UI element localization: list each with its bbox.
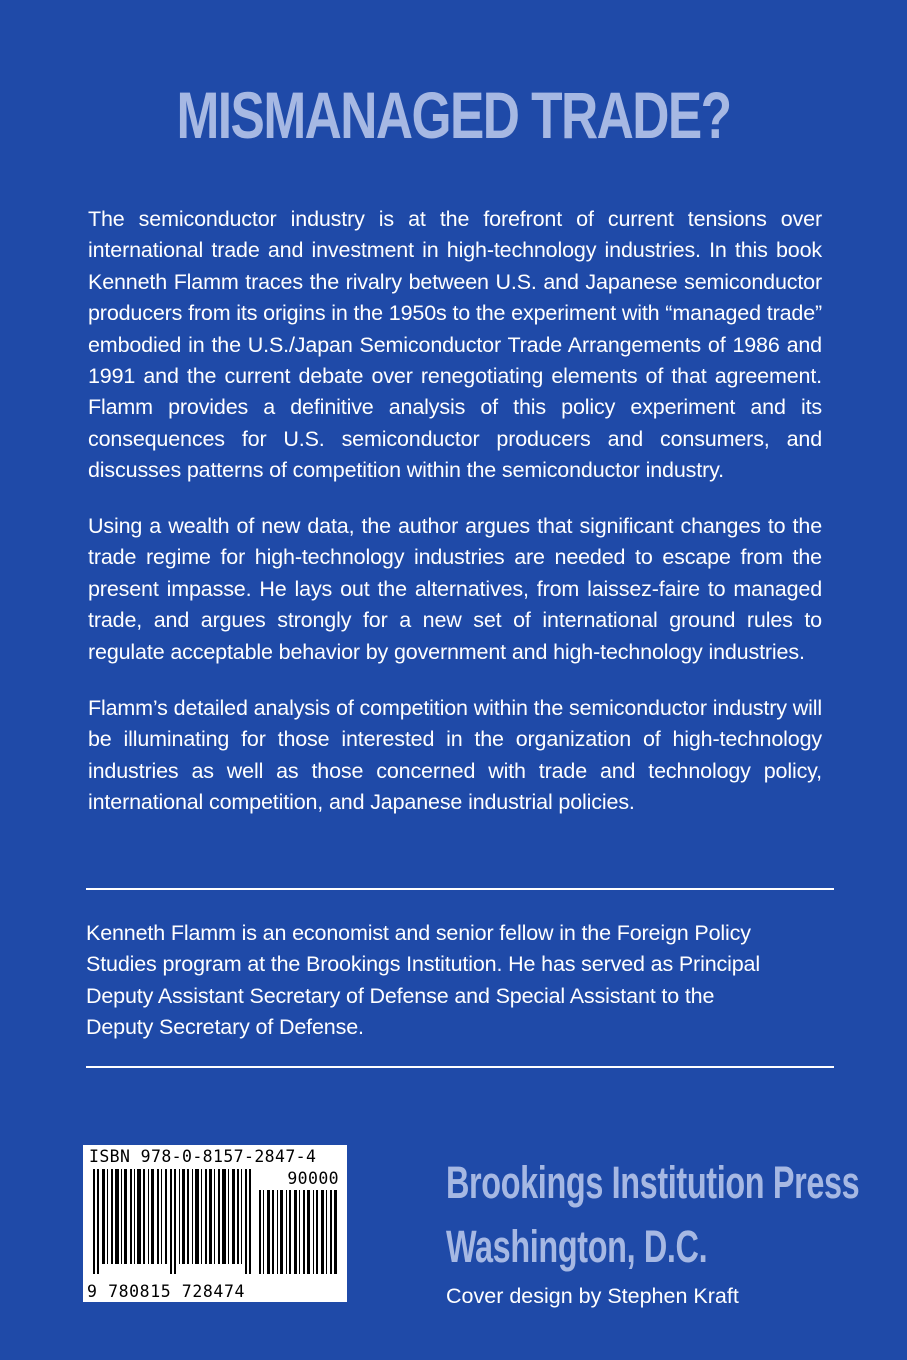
- description-paragraph-2: Using a wealth of new data, the author argues that significant changes to the trade regime for high-technology industries are needed to escape from the present impasse. He lays out the alternatives, from laissez-faire to managed trade, and argues strongly for a new set of international ground rules to regulate acceptable behavior by government and high-technology industries.: [88, 514, 822, 664]
- author-bio: Kenneth Flamm is an economist and senior fellow in the Foreign Policy Studies program at the Brookings Institution. He has served as Principal Deputy Assistant Secretary of Defense and Special Assistant to the Deputy Secretary of Defense.: [86, 921, 760, 1040]
- divider-top: [86, 888, 834, 890]
- description-paragraph-3: Flamm’s detailed analysis of competition within the semiconductor industry will be illuminating for those interested in the organization of high-technology industries as well as those concerned with trade and technology policy, international competition, and Japanese industrial policies.: [88, 696, 822, 815]
- divider-bottom: [86, 1066, 834, 1068]
- isbn-barcode: [83, 1145, 347, 1302]
- book-title: MISMANAGED TRADE?: [176, 78, 731, 152]
- description-paragraph-1: The semiconductor industry is at the forefront of current tensions over international trade and investment in high-technology industries. In this book Kenneth Flamm traces the rivalry between U.S. and Japanese semiconductor producers from its origins in the 1950s to the experiment with “managed trade” embodied in the U.S./Japan Semiconductor Trade Arrangements of 1986 and 1991 and the current debate over renegotiating elements of that agreement. Flamm provides a definitive analysis of this policy experiment and its consequences for U.S. semiconductor producers and consumers, and discusses patterns of competition within the semiconductor industry.: [88, 207, 823, 483]
- isbn-label: ISBN 978-0-8157-2847-4: [89, 1147, 317, 1166]
- addon-barcode-bars: [259, 1190, 339, 1274]
- price-code: 90000: [287, 1169, 339, 1188]
- ean-digits: 9 780815 728474: [87, 1282, 246, 1301]
- cover-credit: Cover design by Stephen Kraft: [446, 1284, 739, 1308]
- ean-barcode-bars: [93, 1169, 255, 1274]
- publisher-location: Washington, D.C.: [446, 1221, 708, 1272]
- publisher-name: Brookings Institution Press: [446, 1157, 860, 1208]
